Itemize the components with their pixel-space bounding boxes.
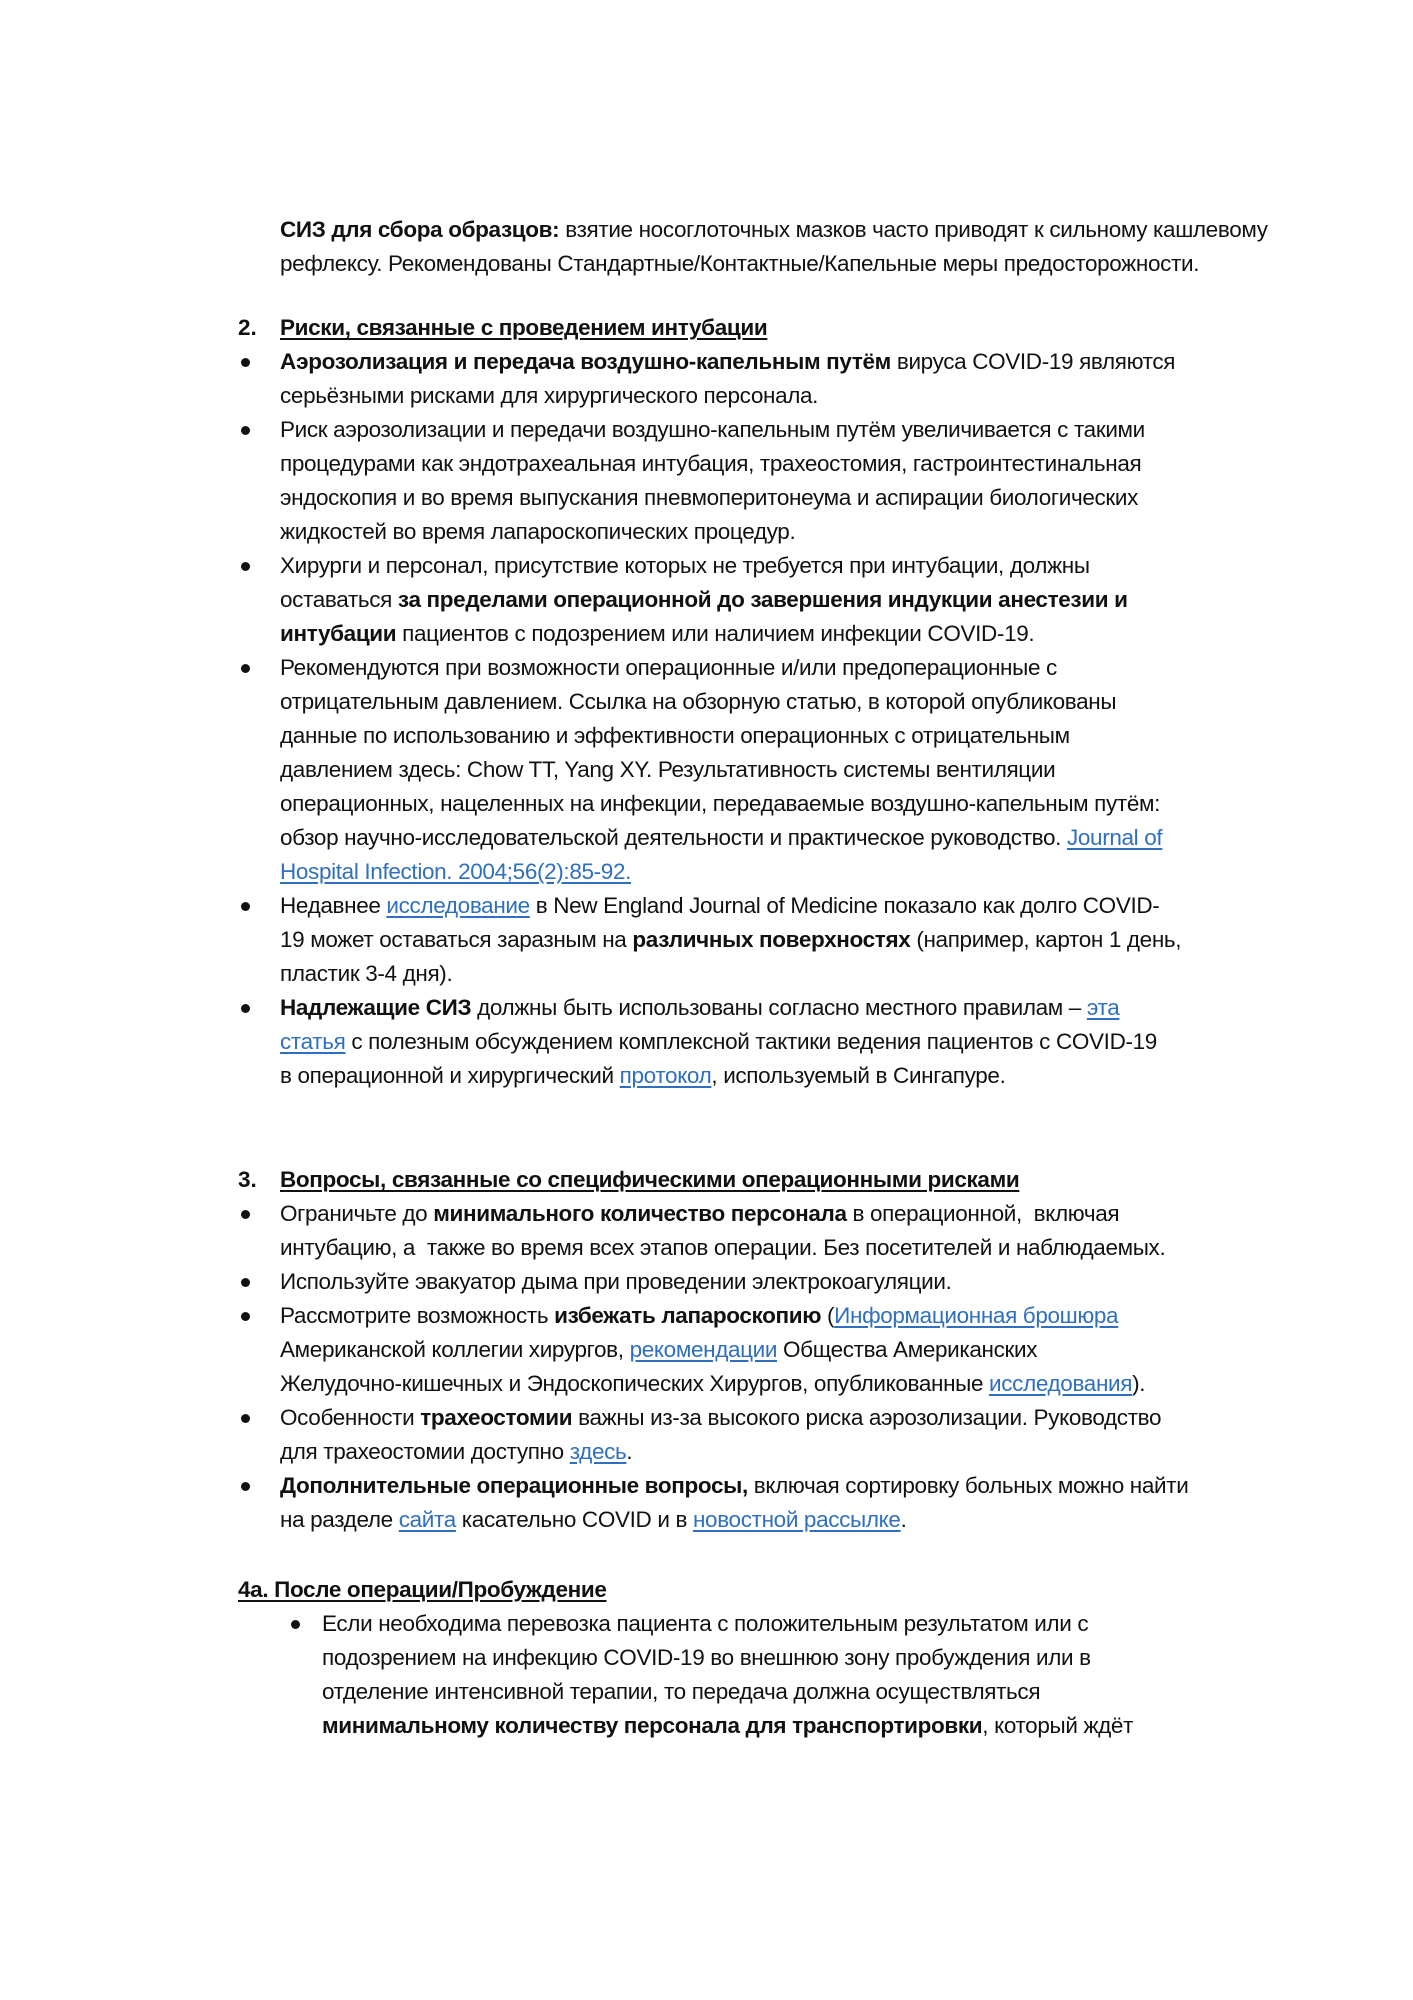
brochure-link[interactable]: Информационная брошюра <box>834 1303 1119 1328</box>
bullet-icon <box>241 358 250 367</box>
section-2-heading <box>280 311 767 345</box>
text: операционных, нацеленных на инфекции, передаваемые воздушно-капельным путём: <box>280 791 1161 816</box>
bold-text: трахеостомии <box>420 1405 573 1430</box>
bullet-icon <box>241 1210 250 1219</box>
journal-link[interactable]: Hospital Infection. 2004;56(2):85-92. <box>280 859 632 884</box>
study-link[interactable]: исследование <box>386 893 530 918</box>
list-item-cont <box>280 379 818 413</box>
list-item-cont <box>280 719 1070 753</box>
article-link[interactable]: статья <box>280 1029 346 1054</box>
text: Риск аэрозолизации и передачи воздушно-капельным путём увеличивается с такими <box>280 417 1145 442</box>
section-3-number: 3. <box>238 1167 257 1192</box>
text: интубацию, а также во время всех этапов операции. Без посетителей и наблюдаемых. <box>280 1235 1166 1260</box>
text: 19 может оставаться заразным на <box>280 927 633 952</box>
text: рефлексу. Рекомендованы Стандартные/Контактные/Капельные меры предосторожности. <box>280 251 1200 276</box>
bullet-icon <box>241 562 250 571</box>
list-item-cont <box>280 685 1116 719</box>
bullet-icon <box>241 1278 250 1287</box>
heading-text: Вопросы, связанные со специфическими операционными рисками <box>280 1167 1020 1192</box>
list-item-cont <box>280 1435 632 1469</box>
text: оставаться <box>280 587 398 612</box>
here-link[interactable]: здесь <box>569 1439 627 1464</box>
list-item <box>280 413 1145 447</box>
bold-text: Дополнительные операционные вопросы, <box>280 1473 748 1498</box>
intro-line-2 <box>280 247 1199 281</box>
list-item <box>322 1607 1088 1641</box>
section-2-number: 2. <box>238 315 257 340</box>
bold-text: различных поверхностях <box>632 927 911 952</box>
list-item-cont <box>280 753 1055 787</box>
text: должны быть использованы согласно местного правилам – <box>471 995 1087 1020</box>
text: Общества Американских <box>777 1337 1038 1362</box>
text: взятие носоглоточных мазков часто приводят к сильному кашлевому <box>559 217 1268 242</box>
bullet-icon <box>291 1620 300 1629</box>
text: пластик 3-4 дня). <box>280 961 453 986</box>
bullet-icon <box>241 902 250 911</box>
list-item-cont <box>280 617 1034 651</box>
text: процедурами как эндотрахеальная интубация, трахеостомия, гастроинтестинальная <box>280 451 1142 476</box>
recommendations-link[interactable]: рекомендации <box>629 1337 778 1362</box>
heading-text: Риски, связанные с проведением интубации <box>280 315 768 340</box>
text: в операционной и хирургический <box>280 1063 620 1088</box>
bullet-icon <box>241 1482 250 1491</box>
text: , который ждёт <box>982 1713 1134 1738</box>
list-item <box>280 1299 1118 1333</box>
site-link[interactable]: сайта <box>398 1507 456 1532</box>
text: Особенности <box>280 1405 421 1430</box>
bullet-icon <box>241 1004 250 1013</box>
text: Если необходима перевозка пациента с положительным результатом или с <box>322 1611 1089 1636</box>
list-item-cont <box>280 1333 1037 1367</box>
bold-text: Надлежащие СИЗ <box>280 995 472 1020</box>
text: отделение интенсивной терапии, то передача должна осуществляться <box>322 1679 1041 1704</box>
list-item <box>280 1401 1161 1435</box>
list-item-cont <box>280 787 1160 821</box>
text: (например, картон 1 день, <box>910 927 1182 952</box>
bullet-icon <box>241 1312 250 1321</box>
text: серьёзными рисками для хирургического персонала. <box>280 383 819 408</box>
list-item-cont <box>322 1709 1133 1743</box>
list-item-cont <box>322 1641 1091 1675</box>
bold-text: Аэрозолизация и передача воздушно-капельным путём <box>280 349 891 374</box>
list-item-cont <box>280 855 631 889</box>
heading-text: 4а. После операции/Пробуждение <box>238 1577 607 1602</box>
text: давлением здесь: Chow TT, Yang XY. Результативность системы вентиляции <box>280 757 1056 782</box>
list-item-cont <box>280 1025 1157 1059</box>
text: жидкостей во время лапароскопических процедур. <box>280 519 796 544</box>
intro-bold: СИЗ для сбора образцов: <box>280 217 560 242</box>
newsletter-link[interactable]: новостной рассылке <box>692 1507 901 1532</box>
text: Хирурги и персонал, присутствие которых не требуется при интубации, должны <box>280 553 1090 578</box>
section-4a-heading <box>238 1573 607 1607</box>
bold-text: минимального количество персонала <box>433 1201 847 1226</box>
list-item <box>280 651 1057 685</box>
text: данные по использованию и эффективности операционных с отрицательным <box>280 723 1070 748</box>
text: Американской коллегии хирургов, <box>280 1337 630 1362</box>
list-item-cont <box>280 583 1128 617</box>
list-item <box>280 1265 951 1299</box>
list-item-cont <box>280 1231 1165 1265</box>
section-3-heading <box>280 1163 1019 1197</box>
list-item-cont <box>280 923 1181 957</box>
bold-text: интубации <box>280 621 397 646</box>
intro-line-1 <box>280 213 1268 247</box>
protocol-link[interactable]: протокол <box>619 1063 712 1088</box>
list-item <box>280 991 1119 1025</box>
list-item-cont <box>280 1367 1145 1401</box>
list-item-cont <box>280 957 452 991</box>
text: , используемый в Сингапуре. <box>711 1063 1006 1088</box>
list-item-cont <box>280 821 1162 855</box>
text: включая сортировку больных можно найти <box>747 1473 1189 1498</box>
list-item-cont <box>322 1675 1040 1709</box>
journal-link[interactable]: Journal of <box>1066 825 1163 850</box>
text: отрицательным давлением. Ссылка на обзорную статью, в которой опубликованы <box>280 689 1117 714</box>
text: Недавнее <box>280 893 387 918</box>
text: Желудочно-кишечных и Эндоскопических Хирургов, опубликованные <box>280 1371 990 1396</box>
text: в New England Journal of Medicine показало как долго COVID- <box>529 893 1160 918</box>
text: с полезным обсуждением комплексной тактики ведения пациентов с COVID-19 <box>345 1029 1157 1054</box>
list-item <box>280 1469 1188 1503</box>
text: в операционной, включая <box>846 1201 1120 1226</box>
text: . <box>626 1439 633 1464</box>
list-item-cont <box>280 515 795 549</box>
bold-text: избежать лапароскопию <box>554 1303 822 1328</box>
bullet-icon <box>241 1414 250 1423</box>
text: подозрением на инфекцию COVID-19 во внешнюю зону пробуждения или в <box>322 1645 1091 1670</box>
text: Рекомендуются при возможности операционные и/или предоперационные с <box>280 655 1057 680</box>
list-item-cont <box>280 481 1138 515</box>
text: важны из-за высокого риска аэрозолизации. Руководство <box>572 1405 1162 1430</box>
text: для трахеостомии доступно <box>280 1439 570 1464</box>
text: ). <box>1132 1371 1146 1396</box>
text: Используйте эвакуатор дыма при проведении электрокоагуляции. <box>280 1269 952 1294</box>
text: на разделе <box>280 1507 399 1532</box>
list-item <box>280 1197 1119 1231</box>
bold-text: за пределами операционной до завершения индукции анестезии и <box>397 587 1128 612</box>
bullet-icon <box>241 426 250 435</box>
studies-link[interactable]: исследования <box>989 1371 1133 1396</box>
list-item <box>280 345 1175 379</box>
text: эндоскопия и во время выпускания пневмоперитонеума и аспирации биологических <box>280 485 1138 510</box>
text: Рассмотрите возможность <box>280 1303 555 1328</box>
bullet-icon <box>241 664 250 673</box>
text: касательно COVID и в <box>455 1507 693 1532</box>
list-item-cont <box>280 447 1141 481</box>
text: обзор научно-исследовательской деятельности и практическое руководство. <box>280 825 1067 850</box>
list-item <box>280 549 1090 583</box>
text: . <box>900 1507 907 1532</box>
list-item <box>280 889 1159 923</box>
text: Ограничьте до <box>280 1201 434 1226</box>
list-item-cont <box>280 1503 906 1537</box>
text: ( <box>821 1303 835 1328</box>
text: пациентов с подозрением или наличием инфекции COVID-19. <box>396 621 1035 646</box>
article-link[interactable]: эта <box>1086 995 1120 1020</box>
bold-text: минимальному количеству персонала для транспортировки <box>322 1713 983 1738</box>
text: вируса COVID-19 являются <box>890 349 1176 374</box>
list-item-cont <box>280 1059 1005 1093</box>
